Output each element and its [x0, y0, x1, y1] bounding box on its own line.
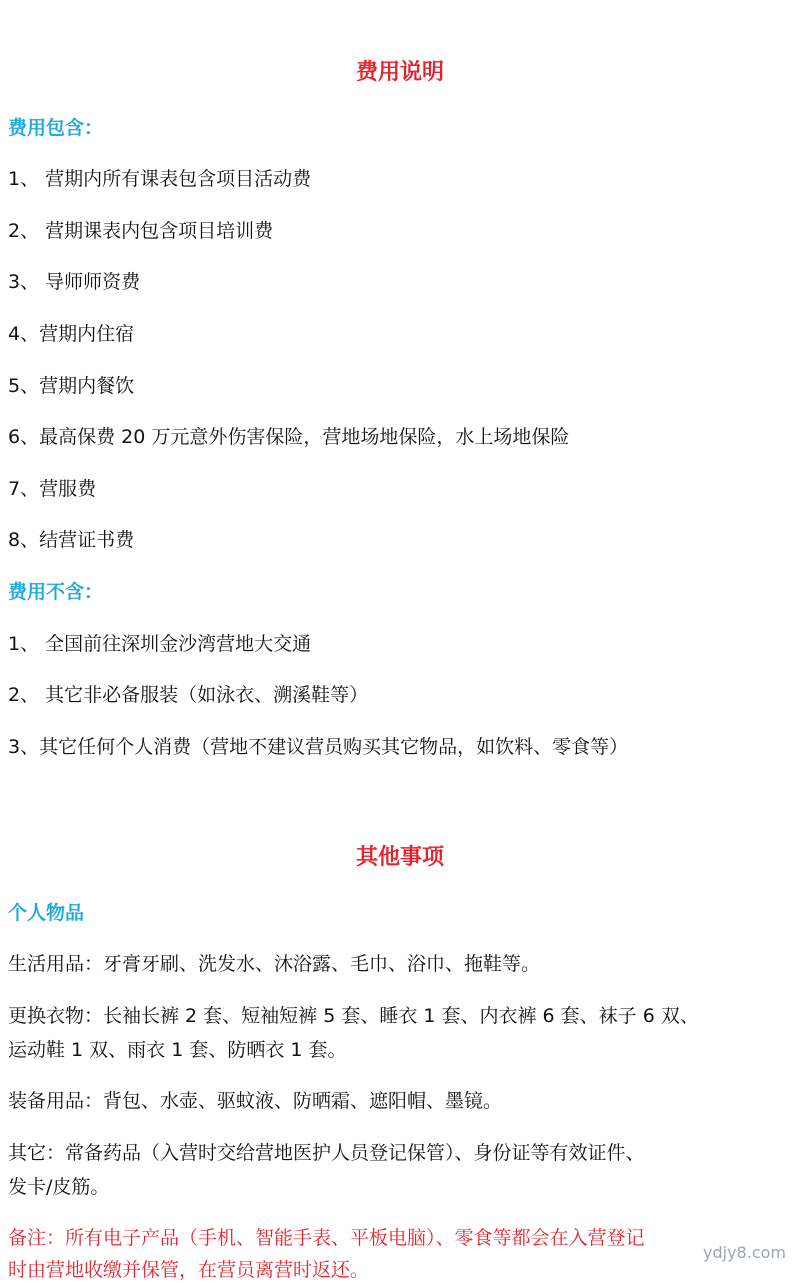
other-section-title: 其他事项 [355, 845, 444, 870]
fee-excluded-heading: 费用不含： [8, 581, 104, 603]
others-line: 发卡/皮筋。 [8, 1176, 110, 1198]
excluded-item: 1、 全国前往深圳金沙湾营地大交通 [8, 633, 312, 655]
daily-items-line: 生活用品：牙膏牙刷、洗发水、沐浴露、毛巾、浴巾、拖鞋等。 [8, 953, 541, 975]
clothing-line: 运动鞋 1 双、雨衣 1 套、防晒衣 1 套。 [8, 1039, 347, 1061]
included-item: 1、 营期内所有课表包含项目活动费 [8, 168, 312, 190]
fee-section-title: 费用说明 [355, 60, 444, 85]
excluded-item: 3、其它任何个人消费（营地不建议营员购买其它物品，如饮料、零食等） [8, 736, 629, 758]
note-line: 时由营地收缴并保管，在营员离营时返还。 [8, 1259, 370, 1281]
others-line: 其它：常备药品（入营时交给营地医护人员登记保管）、身份证等有效证件、 [8, 1142, 645, 1164]
personal-items-heading: 个人物品 [8, 902, 85, 924]
included-item: 5、营期内餐饮 [8, 375, 135, 397]
note-line: 备注：所有电子产品（手机、智能手表、平板电脑）、零食等都会在入营登记 [8, 1227, 645, 1249]
included-item: 8、结营证书费 [8, 529, 135, 551]
included-item: 6、最高保费 20 万元意外伤害保险，营地场地保险，水上场地保险 [8, 426, 570, 448]
excluded-item: 2、 其它非必备服装（如泳衣、溯溪鞋等） [8, 684, 369, 706]
equipment-line: 装备用品：背包、水壶、驱蚊液、防晒霜、遮阳帽、墨镜。 [8, 1090, 503, 1112]
clothing-line: 更换衣物：长袖长裤 2 套、短袖短裤 5 套、睡衣 1 套、内衣裤 6 套、袜子 6 双、 [8, 1005, 699, 1027]
included-item: 3、 导师师资费 [8, 271, 141, 293]
included-item: 4、营期内住宿 [8, 323, 135, 345]
fee-included-heading: 费用包含： [8, 117, 104, 139]
watermark-text: ydjy8.com [703, 1243, 786, 1262]
included-item: 2、 营期课表内包含项目培训费 [8, 220, 274, 242]
included-item: 7、营服费 [8, 478, 97, 500]
